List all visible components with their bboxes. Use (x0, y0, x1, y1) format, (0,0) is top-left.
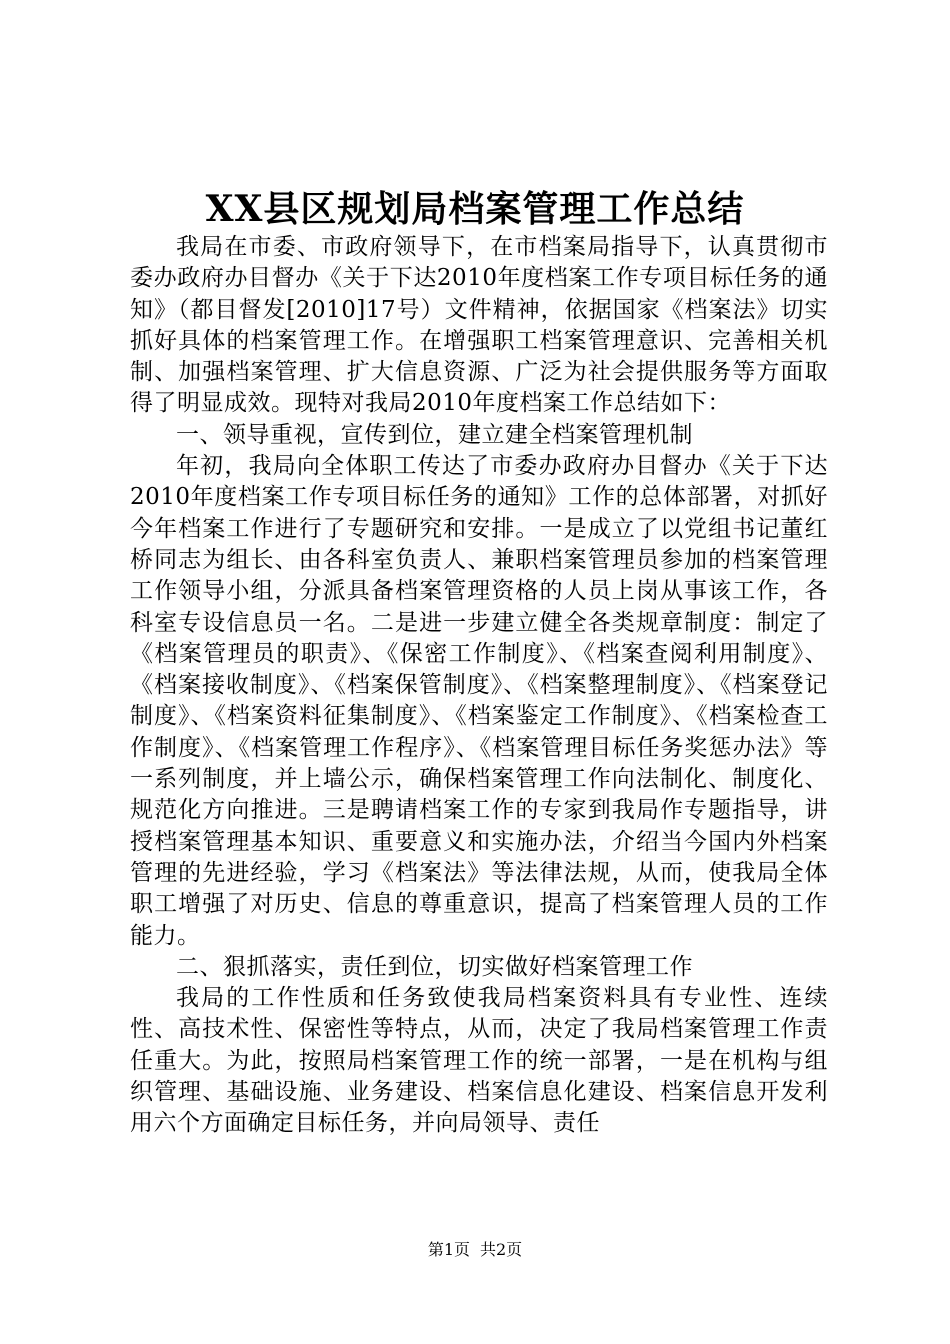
page-total: 共2页 (480, 1240, 523, 1259)
section-heading-2: 二、狠抓落实，责任到位，切实做好档案管理工作 (176, 953, 693, 980)
page-footer (0, 1240, 950, 1260)
paragraph-section-2: 我局的工作性质和任务致使我局档案资料具有专业性、连续性、高技术性、保密性等特点，从而，决定了我局档案管理工作责任重大。为此，按照局档案管理工作的统一部署，一是在机构与组织管理、基础设施、业务建设、档案信息化建设、档案信息开发利用六个方面确定目标任务，并向局领导、责任 (130, 985, 828, 1137)
section-heading-1: 一、领导重视，宣传到位，建立建全档案管理机制 (176, 421, 693, 448)
document-title: XX县区规划局档案管理工作总结 (205, 188, 745, 230)
document-body (130, 232, 828, 1140)
paragraph-section-1: 年初，我局向全体职工传达了市委办政府办目督办《关于下达2010年度档案工作专项目标任务的通知》工作的总体部署，对抓好今年档案工作进行了专题研究和安排。一是成立了以党组书记董红桥同志为组长、由各科室负责人、兼职档案管理员参加的档案管理工作领导小组，分派具备档案管理资格的人员上岗从事该工作，各科室专设信息员一名。二是进一步建立健全各类规章制度：制定了《档案管理员的职责》、《保密工作制度》、《档案查阅利用制度》、《档案接收制度》、《档案保管制度》、《档案整理制度》、《档案登记制度》、《档案资料征集制度》、《档案鉴定工作制度》、《档案检查工作制度》、《档案管理工作程序》、《档案管理目标任务奖惩办法》等一系列制度，并上墙公示，确保档案管理工作向法制化、制度化、规范化方向推进。三是聘请档案工作的专家到我局作专题指导，讲授档案管理基本知识、重要意义和实施办法，介绍当今国内外档案管理的先进经验，学习《档案法》等法律法规，从而，使我局全体职工增强了对历史、信息的尊重意识，提高了档案管理人员的工作能力。 (130, 453, 828, 949)
page-number: 第1页 (427, 1240, 470, 1259)
paragraph-intro: 我局在市委、市政府领导下，在市档案局指导下，认真贯彻市委办政府办目督办《关于下达2010年度档案工作专项目标任务的通知》（都目督发[2010]17号）文件精神，依据国家《档案法》切实抓好具体的档案管理工作。在增强职工档案管理意识、完善相关机制、加强档案管理、扩大信息资源、广泛为社会提供服务等方面取得了明显成效。现特对我局2010年度档案工作总结如下： (130, 234, 828, 417)
